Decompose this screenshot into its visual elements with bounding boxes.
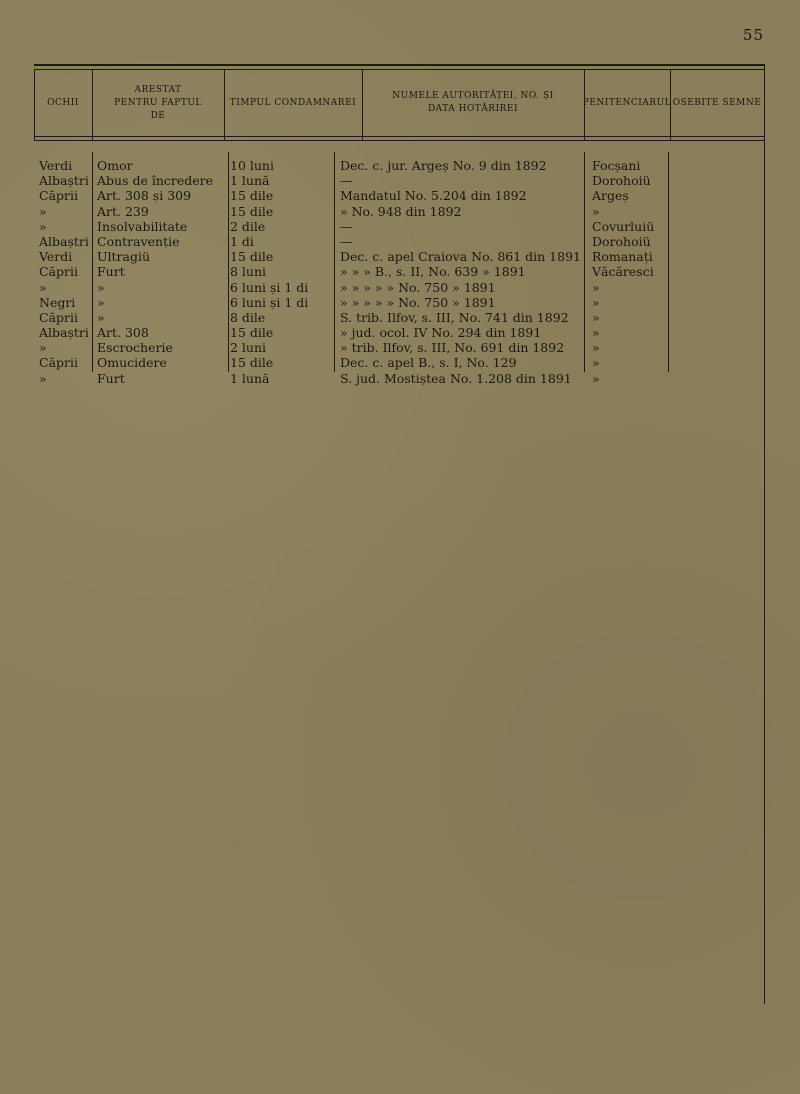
table-row [34,188,764,203]
authority-cell: S. jud. Mostiștea No. 1.208 din 1891 [340,370,572,386]
penitentiary-cell: » [592,370,600,386]
sentence-cell: 15 dile [230,188,274,204]
authority-cell: — [340,173,353,189]
header-authority: NUMELE AUTORITĂȚEI, NO. ȘI DATA HOTĂRIREI [392,91,554,114]
table-row [34,310,764,325]
column-divider [92,70,93,140]
table-body [34,158,764,386]
offense-cell: » [97,309,105,325]
sentence-cell: 6 luni și 1 di [230,279,309,295]
offense-cell: » [97,294,105,310]
eye-color-cell: » [39,203,47,219]
table-row [34,325,764,340]
column-divider [584,70,585,140]
penitentiary-cell: » [592,279,600,295]
eye-color-cell: Albaștri [39,233,89,249]
column-divider [34,70,35,140]
eye-color-cell: Căprii [39,309,78,325]
offense-cell: » [97,279,105,295]
eye-color-cell: » [39,218,47,234]
table-row [34,340,764,355]
eye-color-cell: » [39,279,47,295]
eye-color-cell: Negri [39,294,76,310]
authority-cell: » jud. ocol. IV No. 294 din 1891 [340,325,542,341]
sentence-cell: 15 dile [230,325,274,341]
eye-color-cell: Verdi [39,249,73,265]
offense-cell: Art. 239 [97,203,149,219]
table-row [34,355,764,370]
sentence-cell: 6 luni și 1 di [230,294,309,310]
authority-cell: Dec. c. jur. Argeș No. 9 din 1892 [340,158,547,173]
table-row [34,173,764,188]
offense-cell: Contravenție [97,233,180,249]
offense-cell: Omucidere [97,355,167,371]
authority-cell: » » » » » No. 750 » 1891 [340,294,496,310]
authority-cell: Dec. c. apel Craiova No. 861 din 1891 [340,249,581,265]
sentence-cell: 8 dile [230,309,266,325]
eye-color-cell: » [39,370,47,386]
table-row [34,280,764,295]
table-row [34,371,764,386]
authority-cell: — [340,218,353,234]
offense-cell: Art. 308 și 309 [97,188,192,204]
penitentiary-cell: » [592,340,600,356]
penitentiary-cell: Văcăresci [592,264,654,280]
sentence-cell: 15 dile [230,249,274,265]
authority-cell: Dec. c. apel B., s. I, No. 129 [340,355,517,371]
authority-cell: » No. 948 din 1892 [340,203,462,219]
sentence-cell: 2 luni [230,340,267,356]
penitentiary-cell: » [592,355,600,371]
penitentiary-cell: » [592,309,600,325]
sentence-cell: 15 dile [230,355,274,371]
table-row [34,264,764,279]
table-row [34,234,764,249]
offense-cell: Furt [97,370,125,386]
eye-color-cell: Căprii [39,355,78,371]
offense-cell: Omor [97,158,133,173]
header-rule-thin [34,140,764,141]
offense-cell: Escrocherie [97,340,173,356]
penitentiary-cell: Romanați [592,249,653,265]
header-penitentiary: PENITENCIARUL [582,97,672,108]
authority-cell: » trib. Ilfov, s. III, No. 691 din 1892 [340,340,565,356]
authority-cell: S. trib. Ilfov, s. III, No. 741 din 1892 [340,309,569,325]
sentence-cell: 1 di [230,233,254,249]
authority-cell: — [340,233,353,249]
penitentiary-cell: Covurluiü [592,218,655,234]
eye-color-cell: Căprii [39,264,78,280]
penitentiary-cell: Argeș [592,188,629,204]
offense-cell: Furt [97,264,125,280]
eye-color-cell: Albaștri [39,325,89,341]
sentence-cell: 1 lună [230,173,270,189]
table-row [34,204,764,219]
penitentiary-cell: Dorohoiü [592,173,651,189]
authority-cell: » » » B., s. II, No. 639 » 1891 [340,264,526,280]
page-number: 55 [742,26,764,44]
table-row [34,158,764,173]
eye-color-cell: Albaștri [39,173,89,189]
column-divider [224,70,225,140]
right-border [764,64,765,1004]
offense-cell: Ultragiü [97,249,151,265]
authority-cell: » » » » » No. 750 » 1891 [340,279,496,295]
top-rule [34,64,764,66]
penitentiary-cell: » [592,294,600,310]
authority-cell: Mandatul No. 5.204 din 1892 [340,188,527,204]
header-rule [34,136,764,137]
offense-cell: Abus de încredere [97,173,214,189]
sentence-cell: 10 luni [230,158,274,173]
table-row [34,249,764,264]
header-time: TIMPUL CONDAMNAREI [229,97,357,108]
sentence-cell: 15 dile [230,203,274,219]
table-row [34,295,764,310]
penitentiary-cell: Dorohoiü [592,233,651,249]
table-header [34,70,764,136]
offense-cell: Art. 308 [97,325,149,341]
penitentiary-cell: Focșani [592,158,641,173]
sentence-cell: 1 lună [230,370,270,386]
eye-color-cell: Verdi [39,158,73,173]
column-divider [670,70,671,140]
penitentiary-cell: » [592,325,600,341]
penitentiary-cell: » [592,203,600,219]
table-row [34,219,764,234]
sentence-cell: 8 luni [230,264,267,280]
eye-color-cell: » [39,340,47,356]
header-marks: OSEBITE SEMNE [672,97,762,108]
header-eyes: OCHII [47,97,79,108]
offense-cell: Insolvabilitate [97,218,188,234]
header-reason: ARESTAT PENTRU FAPTUL DE [114,84,202,121]
eye-color-cell: Căprii [39,188,78,204]
column-divider [362,70,363,140]
sentence-cell: 2 dile [230,218,266,234]
